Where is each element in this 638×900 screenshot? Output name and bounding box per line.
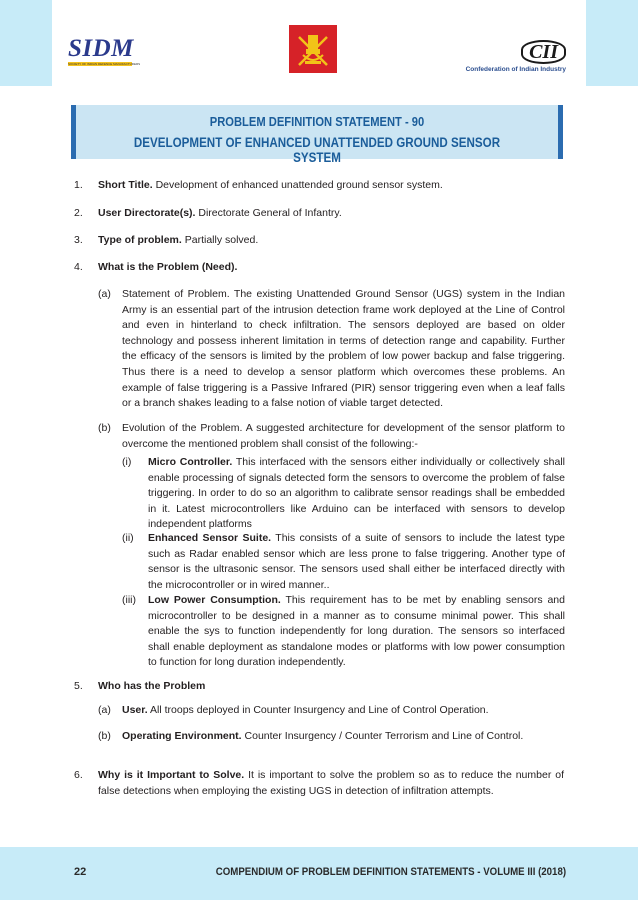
item-4b-ii-number: (ii) xyxy=(122,532,134,544)
item-4-number: 4. xyxy=(74,261,83,273)
item-2-label: User Directorate(s). xyxy=(98,207,196,219)
sidm-logo-tagline: SOCIETY OF INDIAN DEFENCE MANUFACTURERS xyxy=(68,62,141,66)
footer-band xyxy=(0,847,638,900)
item-2-number: 2. xyxy=(74,207,83,219)
item-4b-iii-label: Low Power Consumption. xyxy=(148,594,281,606)
item-1-number: 1. xyxy=(74,179,83,191)
item-4a-text: Statement of Problem. The existing Unattended Ground Sensor (UGS) system in the Indian Army is an essential part of the intrusion detection frame work deployed at the Line of Control and even in hinterland to check infiltration. The sensors deployed are based on older technology and possess inherent limitation in terms of detection range and capability. Further the efficacy of the sensors is limited by the problem of low power backup and false triggering. Thus there is a need to develop a sensor platform which overcomes these problems. An example of false triggering is a Passive Infrared (PIR) sensor triggering even when a leaf falls or a branch shakes leading to a false notion of viable target detected. xyxy=(122,288,565,410)
item-5a-text: All troops deployed in Counter Insurgency and Line of Control Operation. xyxy=(147,704,489,716)
item-3-text: Partially solved. xyxy=(181,234,259,246)
item-5a xyxy=(122,703,565,719)
item-3-number: 3. xyxy=(74,234,83,246)
item-1-label: Short Title. xyxy=(98,179,153,191)
item-5-number: 5. xyxy=(74,680,83,692)
item-5 xyxy=(98,679,564,695)
item-4b-i-number: (i) xyxy=(122,456,132,468)
item-6 xyxy=(98,768,564,799)
item-4b-ii-label: Enhanced Sensor Suite. xyxy=(148,532,272,544)
item-4b-i xyxy=(148,455,565,533)
item-4a-number: (a) xyxy=(98,288,111,300)
cii-logo-text: CII xyxy=(521,40,566,64)
item-6-label: Why is it Important to Solve. xyxy=(98,769,245,781)
footer-title: COMPENDIUM OF PROBLEM DEFINITION STATEMENTS - VOLUME III (2018) xyxy=(215,866,566,878)
item-4-label: What is the Problem (Need). xyxy=(98,261,238,273)
item-5b-number: (b) xyxy=(98,730,111,742)
item-4b-iii xyxy=(148,593,565,671)
item-1 xyxy=(98,178,564,194)
item-2-text: Directorate General of Infantry. xyxy=(195,207,342,219)
page-number: 22 xyxy=(74,866,87,878)
cii-logo-subtitle: Confederation of Indian Industry xyxy=(465,66,566,73)
item-6-text: It is important to solve the problem so as to reduce the number of false detections when employing the existing UGS in detection of infiltration attempts. xyxy=(98,769,564,797)
item-6-number: 6. xyxy=(74,769,83,781)
item-4b-i-text: This interfaced with the sensors either individually or collectively shall enable processing of signals detected form the sensors to overcome the problem of false triggering. In order to do so an algorithm to calibrate sensor readings shall be embedded in it. Latest microcontrollers like Arduino can be interfaced with sensors to develop independent platforms xyxy=(148,456,565,531)
item-1-text: Development of enhanced unattended ground sensor system. xyxy=(152,179,443,191)
item-5a-label: User. xyxy=(122,704,148,716)
item-4b-number: (b) xyxy=(98,422,111,434)
item-4 xyxy=(98,260,564,276)
item-5b xyxy=(122,729,565,745)
item-4b-iii-number: (iii) xyxy=(122,594,136,606)
item-5b-label: Operating Environment. xyxy=(122,730,242,742)
item-2 xyxy=(98,206,564,222)
item-4b-ii xyxy=(148,531,565,593)
title-line-1: PROBLEM DEFINITION STATEMENT - 90 xyxy=(209,114,425,129)
title-line-2: DEVELOPMENT OF ENHANCED UNATTENDED GROUND SENSOR SYSTEM xyxy=(133,135,501,165)
item-3-label: Type of problem. xyxy=(98,234,182,246)
item-5a-number: (a) xyxy=(98,704,111,716)
item-4b-iii-text: This requirement has to be met by enabling sensors and microcontroller to be designed in a manner as to consume minimal power. This shall enable the sys to function independently for long duration. The sensors so interfaced shall enable deployment as standalone modes or platforms with low power consumption to function for long duration independently. xyxy=(148,594,565,669)
item-4b-ii-text: This consists of a suite of sensors to include the latest type such as Radar enabled sensor which are less prone to false triggering. Another type of sensor is the ultrasonic sensor. The sensors used shall either be interfaced directly with the microcontroller or in wired manner.. xyxy=(148,532,565,591)
item-4b-text: Evolution of the Problem. A suggested architecture for development of the sensor platform to overcome the mentioned problem shall consist of the following:- xyxy=(122,422,565,450)
sidm-logo-text: SIDM xyxy=(68,35,134,62)
item-3 xyxy=(98,233,564,249)
item-4b-i-label: Micro Controller. xyxy=(148,456,233,468)
item-5-label: Who has the Problem xyxy=(98,680,206,692)
item-5b-text: Counter Insurgency / Counter Terrorism and Line of Control. xyxy=(241,730,524,742)
